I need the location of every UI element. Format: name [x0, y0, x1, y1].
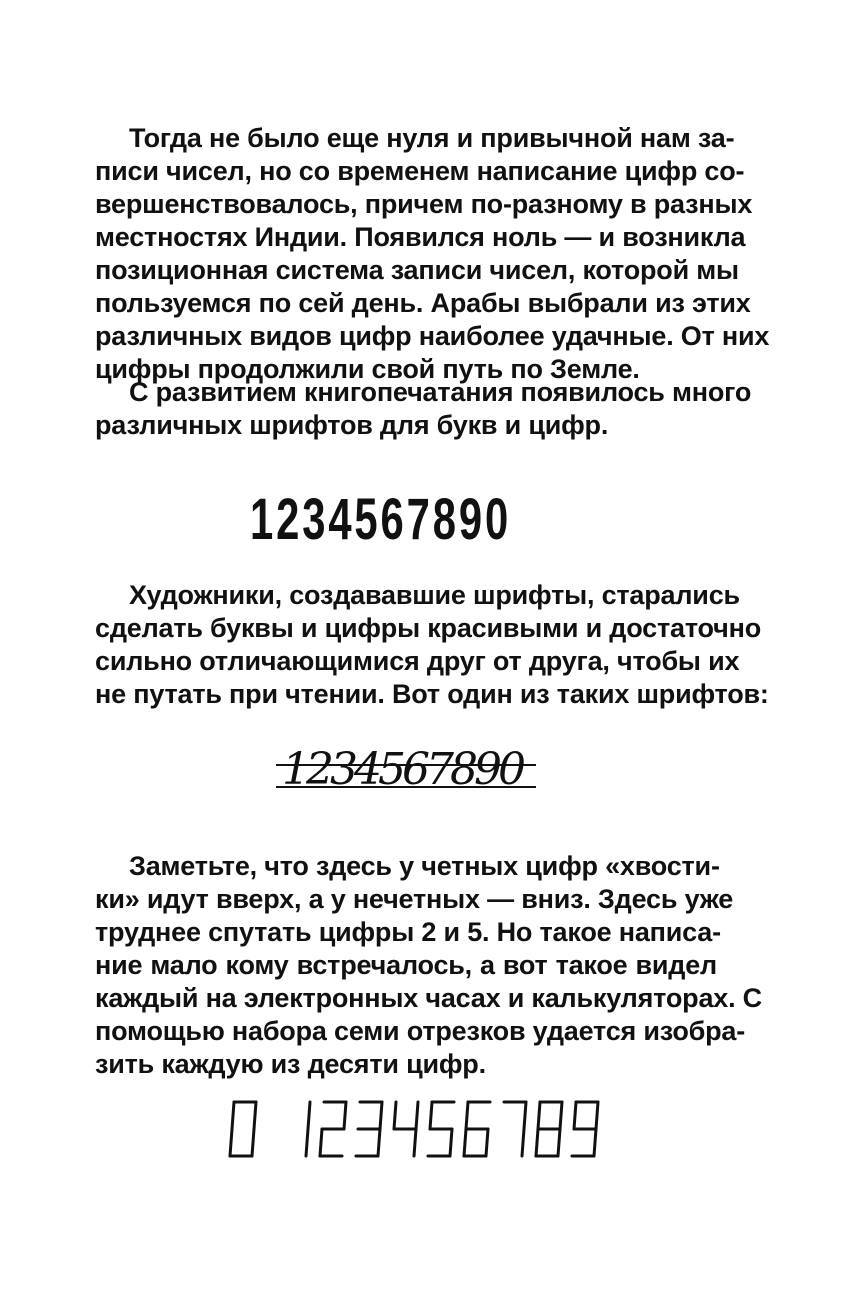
segment-e [536, 1129, 538, 1156]
segment-digit-6 [464, 1102, 490, 1156]
text-line: вершенствовалось, причем по-разному в разных [95, 189, 753, 219]
text-line: ние мало кому встречалось, а вот такое видел [95, 950, 717, 980]
text-line: каждый на электронных часах и калькуляторах. С [95, 983, 762, 1013]
segment-b [596, 1102, 598, 1129]
text-line: сделать буквы и цифры красивыми и достаточно [95, 613, 762, 643]
segment-digit-8 [536, 1102, 562, 1156]
segment-c [486, 1129, 488, 1156]
script-digits-text: 1234567890 [282, 744, 522, 795]
segment-f [232, 1102, 234, 1129]
segment-e [320, 1129, 322, 1156]
segment-digit-4 [394, 1102, 418, 1156]
segment-c [414, 1129, 416, 1156]
segment-b [380, 1102, 382, 1129]
segment-digit-0 [230, 1102, 256, 1156]
segment-c [558, 1129, 560, 1156]
segment-b [416, 1102, 418, 1129]
segment-f [574, 1102, 576, 1129]
text-line: различных шрифтов для букв и цифр. [95, 410, 609, 440]
text-line: пользуемся по сей день. Арабы выбрали из этих [95, 288, 751, 318]
segment-e [464, 1129, 466, 1156]
text-line: С развитием книгопечатания появилось много [129, 377, 752, 407]
segment-c [306, 1129, 308, 1156]
segment-digit-5 [428, 1102, 454, 1156]
text-line: писи чисел, но со временем написание цифр со- [95, 156, 745, 186]
segment-b [344, 1102, 346, 1129]
segment-b [560, 1102, 562, 1129]
segment-b [524, 1102, 526, 1129]
segment-c [252, 1129, 254, 1156]
text-line: позиционная система записи чисел, которой мы [95, 255, 739, 285]
segment-c [378, 1129, 380, 1156]
segment-b [308, 1102, 310, 1129]
segment-digit-3 [356, 1102, 382, 1156]
script-digits-sample [276, 742, 536, 812]
segment-e [230, 1129, 232, 1156]
segment-digit-2 [320, 1102, 346, 1156]
segment-f [538, 1102, 540, 1129]
paragraph-tails [95, 850, 762, 1081]
segment-b [254, 1102, 256, 1129]
text-line: местностях Индии. Появился ноль — и возникла [95, 222, 746, 252]
text-line: труднее спутать цифры 2 и 5. Но такое написа- [95, 917, 721, 947]
segment-c [522, 1129, 524, 1156]
paragraph-printing [95, 376, 752, 442]
segment-digit-9 [572, 1102, 598, 1156]
text-line: помощью набора семи отрезков удается изобра- [95, 1016, 745, 1046]
text-line: зить каждую из десяти цифр. [95, 1049, 486, 1079]
seven-segment-digits-sample [224, 1098, 604, 1165]
text-line: цифры продолжили свой путь по Земле. [95, 354, 640, 384]
paragraph-artists [95, 579, 769, 711]
seven-segment-display [224, 1098, 604, 1160]
segment-f [466, 1102, 468, 1129]
segment-c [594, 1129, 596, 1156]
segment-digit-7 [504, 1102, 526, 1156]
segment-f [394, 1102, 396, 1129]
text-line: Художники, создававшие шрифты, старались [129, 580, 740, 610]
text-line: Заметьте, что здесь у четных цифр «хвости- [129, 851, 720, 881]
text-line: сильно отличающимися друг от друга, чтобы их [95, 646, 740, 676]
segment-digit-1 [306, 1102, 310, 1156]
segment-f [430, 1102, 432, 1129]
text-line: различных видов цифр наиболее удачные. От них [95, 321, 770, 351]
segment-c [450, 1129, 452, 1156]
paragraph-history [95, 122, 770, 386]
text-line: Тогда не было еще нуля и привычной нам за- [129, 123, 735, 153]
text-line: не путать при чтении. Вот один из таких шрифтов: [95, 679, 769, 709]
bold-digits-sample: 1234567890 [250, 487, 512, 552]
text-line: ки» идут вверх, а у нечетных — вниз. Здесь уже [95, 884, 734, 914]
